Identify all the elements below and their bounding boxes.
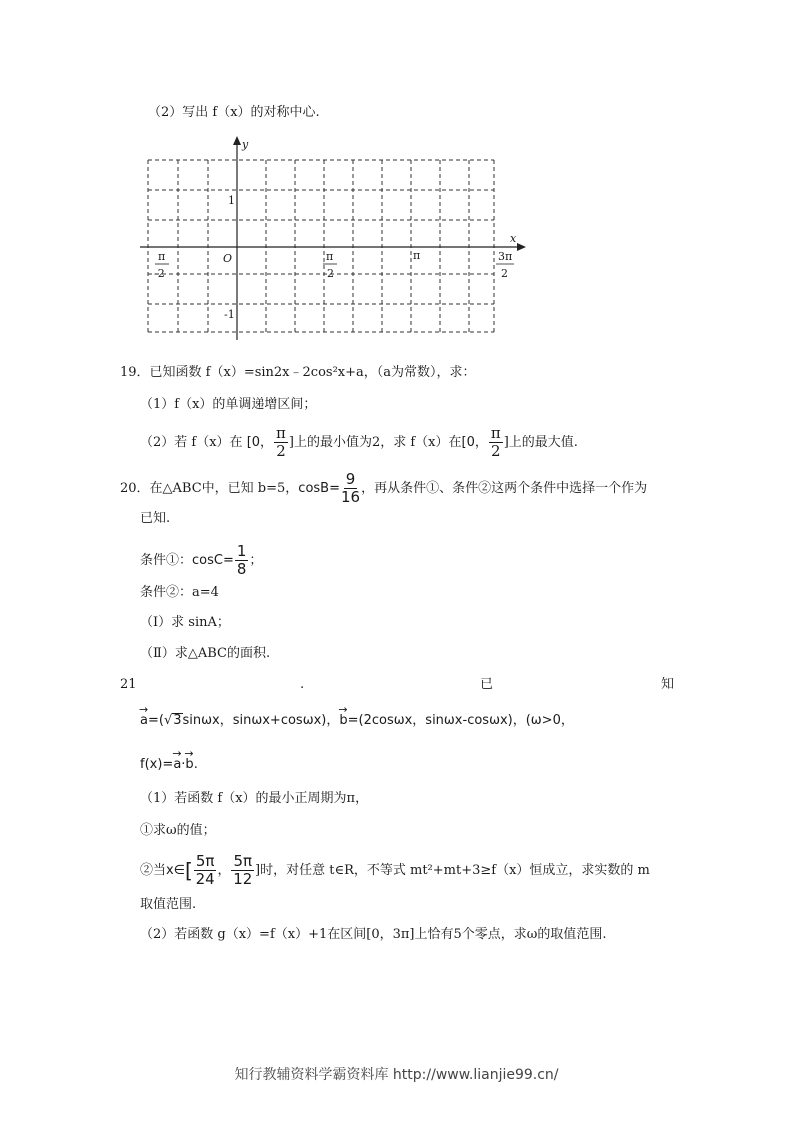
fraction-9-over-16 bbox=[341, 472, 360, 505]
tick-3pi-half-num: 3π bbox=[498, 250, 513, 263]
fraction-denominator: 8 bbox=[236, 560, 247, 578]
x-axis-arrow bbox=[517, 243, 526, 251]
q21-dot: . bbox=[300, 677, 305, 692]
tick-pi-half-num: π bbox=[326, 250, 334, 263]
tick-label-neg1: -1 bbox=[224, 308, 235, 321]
q19-part2 bbox=[140, 426, 578, 459]
fraction-5pi-over-12 bbox=[231, 854, 254, 887]
y-axis-arrow bbox=[233, 136, 241, 145]
tick-pi: π bbox=[413, 249, 421, 262]
q19-part2-text-e: ]上的最大值. bbox=[503, 435, 578, 450]
q21-part1: （1）若函数 f（x）的最小正周期为π， bbox=[140, 791, 369, 806]
fraction-denominator: 2 bbox=[491, 442, 501, 460]
coordinate-grid-figure bbox=[132, 132, 530, 344]
vector-b: → b bbox=[185, 756, 193, 774]
f-def-a: f(x)= bbox=[140, 757, 174, 772]
fraction-numerator: π bbox=[490, 424, 501, 442]
q20-part1: （Ⅰ）求 sinA； bbox=[140, 615, 230, 630]
q21-sub1: ①求ω的值； bbox=[140, 823, 216, 838]
q20-part2: （Ⅱ）求△ABC的面积. bbox=[140, 646, 271, 661]
q21-number: 21 bbox=[120, 677, 137, 692]
q19-interval-open-2: [0， bbox=[461, 435, 488, 450]
fraction-5pi-over-24 bbox=[194, 854, 217, 887]
interval-comma: ， bbox=[217, 863, 231, 878]
x-axis-label: x bbox=[510, 232, 517, 245]
fraction-numerator: 5π bbox=[195, 852, 215, 870]
q21-yi: 已 bbox=[480, 677, 494, 692]
fraction-pi-over-2 bbox=[489, 426, 503, 459]
fraction-numerator: 5π bbox=[233, 852, 253, 870]
vector-b: → b bbox=[339, 712, 347, 730]
vector-a: → a bbox=[140, 712, 148, 730]
q20-stem-text-b: ，再从条件①、条件②这两个条件中选择一个作为 bbox=[361, 481, 648, 496]
q18-part2: （2）写出 f（x）的对称中心. bbox=[148, 105, 320, 120]
q21-vector-defs bbox=[140, 712, 574, 730]
vector-a-def-a: =( bbox=[147, 713, 164, 728]
q21-part2: （2）若函数 g（x）=f（x）+1在区间[0，3π]上恰有5个零点，求ω的取值范围. bbox=[140, 927, 607, 942]
cosC-label: cosC= bbox=[192, 553, 234, 568]
condition1-end: ； bbox=[249, 553, 263, 568]
condition1-label: 条件①： bbox=[140, 553, 193, 568]
q21-zhi: 知 bbox=[661, 677, 675, 692]
fraction-denominator: 16 bbox=[340, 488, 361, 506]
tick-neg-pi-half-den: -2 bbox=[154, 267, 165, 280]
footer-watermark: 知行教辅资料学霸资料库 http://www.lianjie99.cn/ bbox=[234, 1067, 559, 1083]
fraction-1-over-8 bbox=[235, 544, 249, 577]
x-in: x∈ bbox=[166, 863, 186, 878]
q20-stem-text-a: 20．在△ABC中，已知 b=5， bbox=[120, 481, 299, 496]
sqrt-radicand: 3 bbox=[173, 713, 182, 728]
q20-stem-continued: 已知. bbox=[140, 511, 171, 526]
q20-condition2: 条件②：a=4 bbox=[140, 585, 219, 600]
tick-pi-half-den: 2 bbox=[327, 267, 334, 280]
fraction-numerator: 9 bbox=[345, 470, 356, 488]
sub2-text-a: ②当 bbox=[140, 863, 167, 878]
tick-label-1: 1 bbox=[228, 194, 235, 207]
q19-part1: （1）f（x）的单调递增区间； bbox=[140, 397, 317, 412]
vector-a: → a bbox=[173, 756, 181, 774]
dashed-grid bbox=[148, 160, 494, 332]
fraction-denominator: 12 bbox=[233, 870, 253, 888]
dot-product: · bbox=[181, 757, 186, 772]
sqrt-symbol: √ bbox=[163, 713, 173, 728]
vector-a-def-b: sinωx，sinωx+cosωx)， bbox=[182, 713, 340, 728]
sub2-text-b: ]时，对任意 t∈R，不等式 mt²+mt+3≥f（x）恒成立，求实数的 m bbox=[255, 863, 650, 878]
q19-part2-text-a: （2）若 f（x）在 bbox=[140, 435, 243, 450]
q20-condition1 bbox=[140, 544, 262, 577]
fraction-numerator: 1 bbox=[236, 542, 247, 560]
q21-sub2-continued: 取值范围. bbox=[140, 897, 197, 912]
origin-label: O bbox=[223, 252, 233, 265]
q19-part2-text-c: ]上的最小值为2，求 f（x）在 bbox=[288, 435, 462, 450]
fraction-numerator: π bbox=[276, 424, 286, 442]
fraction-denominator: 2 bbox=[276, 442, 286, 460]
fraction-pi-over-2 bbox=[274, 426, 288, 459]
cosB-label: cosB= bbox=[298, 481, 340, 496]
y-axis-label: y bbox=[242, 138, 249, 151]
tick-neg-pi-half-num: π bbox=[158, 250, 166, 263]
q19-interval-open-1: [0， bbox=[246, 435, 274, 450]
tick-3pi-half-den: 2 bbox=[501, 267, 508, 280]
q19-stem: 19．已知函数 f（x）=sin2x﹣2cos²x+a，（a为常数），求： bbox=[120, 365, 476, 380]
fraction-denominator: 24 bbox=[195, 870, 215, 888]
q21-sub2 bbox=[140, 854, 650, 887]
q20-stem bbox=[120, 472, 647, 505]
q21-f-def bbox=[140, 756, 198, 774]
f-def-end: . bbox=[193, 757, 198, 772]
vector-b-def: =(2cosωx，sinωx-cosωx)，(ω>0， bbox=[347, 713, 574, 728]
interval-open-bracket: [ bbox=[185, 858, 193, 883]
